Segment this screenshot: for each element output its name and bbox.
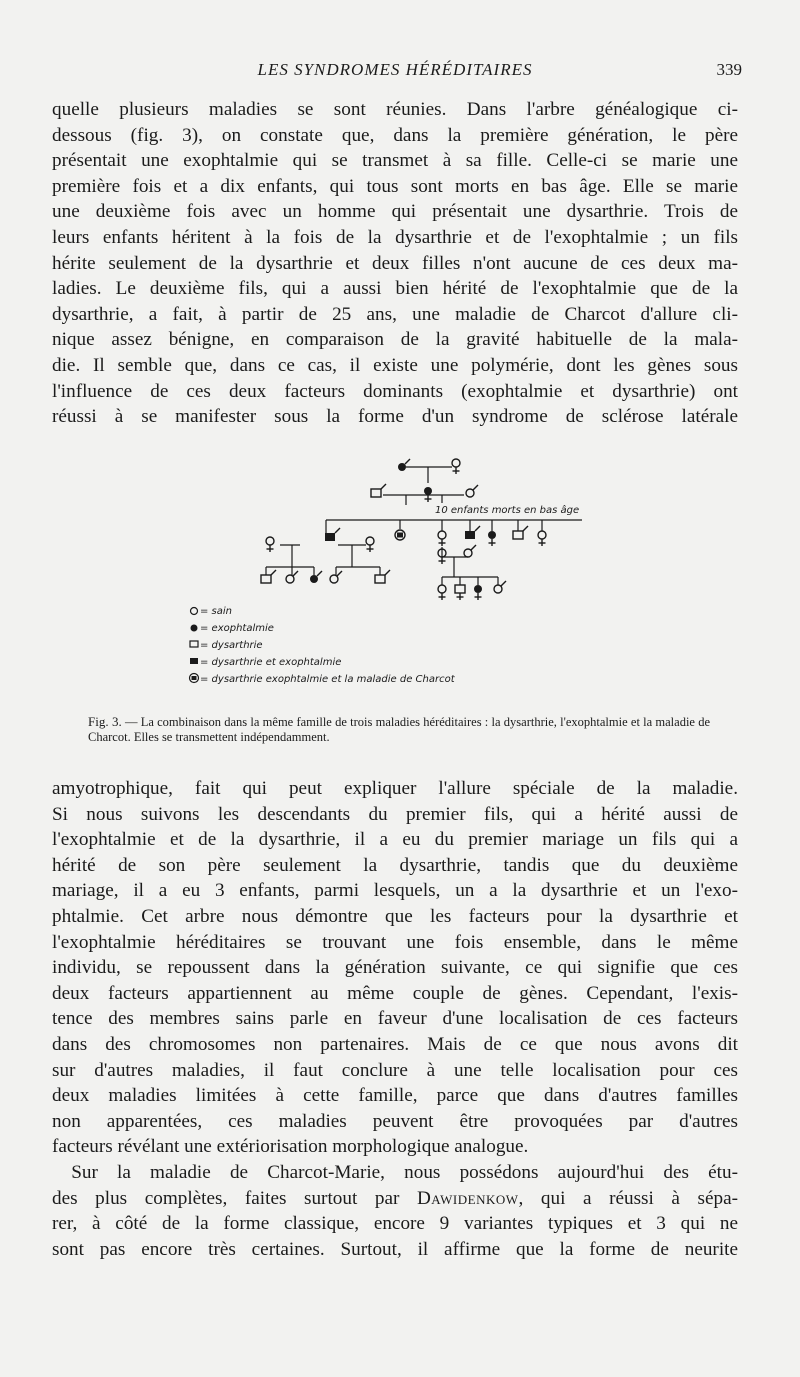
page-header [48,60,742,86]
text-line: l'exophtalmie et de la dysarthrie, il a eu du premier mariage un fils qui a [52,829,738,851]
text-line: sur d'autres maladies, il faut conclure à une telle localisation pour ces [52,1059,738,1081]
text-line: l'influence de ces deux facteurs dominants (exophtalmie et dysarthrie) ont [52,380,738,402]
text-line: amyotrophique, fait qui peut expliquer l'allure spéciale de la maladie. [52,778,738,799]
text-line: l'exophtalmie héréditaires se trouvant une fois ensemble, dans le même [52,931,738,953]
text-line [52,1160,738,1186]
paragraph-2 [52,776,738,1160]
text-line: die. Il semble que, dans ce cas, il existe une polymérie, dont les gènes sous [52,354,738,376]
author-name: Dawidenkow [416,1187,519,1209]
legend-item: = dysarthrie et exophtalmie [200,657,342,668]
pedigree-legend [190,606,456,685]
legend-dysarthrie-symbol [190,641,198,647]
text-line: une deuxième fois avec un homme qui présentait une dysarthrie. Trois de [52,201,738,223]
legend-exophtalmie-symbol [191,625,198,632]
text-line: non apparentées, ces maladies peuvent être provoquées par d'autres [52,1110,738,1132]
paragraph-1 [52,97,738,430]
text-line: tence des membres sains parle en faveur d'une localisation de ces facteurs [52,1008,738,1030]
line-text: , qui a réussi à sépa- [518,1187,738,1209]
legend-item: = sain [200,606,233,617]
text-line: individu, se repoussent dans la génération suivante, ce qui signifie que ces [52,957,738,979]
text-line: dessous (fig. 3), on constate que, dans la première génération, le père [52,124,738,146]
legend-dysarthrie-exophtalmie-symbol [190,658,198,664]
text-line: sont pas encore très certaines. Surtout, il affirme que la forme de neurite [52,1238,738,1260]
pedigree-chart [200,455,610,695]
text-line: quelle plusieurs maladies se sont réunies. Dans l'arbre généalogique ci- [52,99,738,120]
legend-healthy-symbol [191,608,198,615]
text-line [52,1186,738,1212]
text-line: présentait une exophtalmie qui se transmet à sa fille. Celle-ci se marie une [52,150,738,172]
text-line: mariage, il a eu 3 enfants, parmi lesquels, un a la dysarthrie et un l'exo- [52,880,738,902]
text-line: nique assez bénigne, en comparaison de la gravité habituelle de la mala- [52,329,738,351]
figure-caption [88,714,710,745]
page-number: 339 [716,60,742,79]
line-text: Sur la maladie de Charcot-Marie, nous possédons aujourd'hui des étu- [71,1162,738,1183]
pedigree-figure [200,455,610,695]
running-title: LES SYNDROMES HÉRÉDITAIRES [257,60,533,79]
text-line: dysarthrie, a fait, à partir de 25 ans, une maladie de Charcot d'allure cli- [52,303,738,325]
paragraph-3 [52,1160,738,1262]
legend-item: = exophtalmie [200,623,274,634]
text-line: deux facteurs appartiennent au même couple de gènes. Cependant, l'exis- [52,982,738,1004]
legend-item: = dysarthrie exophtalmie et la maladie de Charcot [200,674,455,685]
text-line: rer, à côté de la forme classique, encore 9 variantes typiques et 3 qui ne [52,1213,738,1235]
text-line: facteurs révélant une extériorisation morphologique analogue. [52,1136,529,1158]
pedigree-annotation: 10 enfants morts en bas âge [435,505,580,516]
text-line: deux maladies limitées à cette famille, parce que dans d'autres familles [52,1085,738,1107]
text-line: première fois et a dix enfants, qui tous sont morts en bas âge. Elle se marie [52,175,738,197]
pedigree-lines [266,467,582,585]
caption-text: — La combinaison dans la même famille de trois maladies héréditaires : la dysarthrie, l'exophtalmie et la maladie de Charcot. Elles se transmettent indépendamment. [88,714,711,744]
figure-label: Fig. 3. [88,713,122,729]
legend-item: = dysarthrie [200,640,263,651]
text-line: dans des chromosomes non partenaires. Mais de ce que nous avons dit [52,1033,738,1055]
text-line: hérite seulement de la dysarthrie et deux filles n'ont aucune de ces deux ma- [52,252,738,274]
line-text: des plus complètes, faites surtout par [52,1187,417,1209]
text-line: leurs enfants héritent à la fois de la dysarthrie et de l'exophtalmie ; un fils [52,226,738,248]
text-line: phtalmie. Cet arbre nous démontre que les facteurs pour la dysarthrie et [52,905,738,927]
text-line: Si nous suivons les descendants du premier fils, qui a hérité aussi de [52,803,738,825]
text-line: réussi à se manifester sous la forme d'un syndrome de sclérose latérale [52,406,738,428]
text-line: ladies. Le deuxième fils, qui a aussi bien hérité de l'exophtalmie que de la [52,278,738,300]
text-line: hérité de son père seulement la dysarthrie, tandis que du deuxième [52,854,738,876]
